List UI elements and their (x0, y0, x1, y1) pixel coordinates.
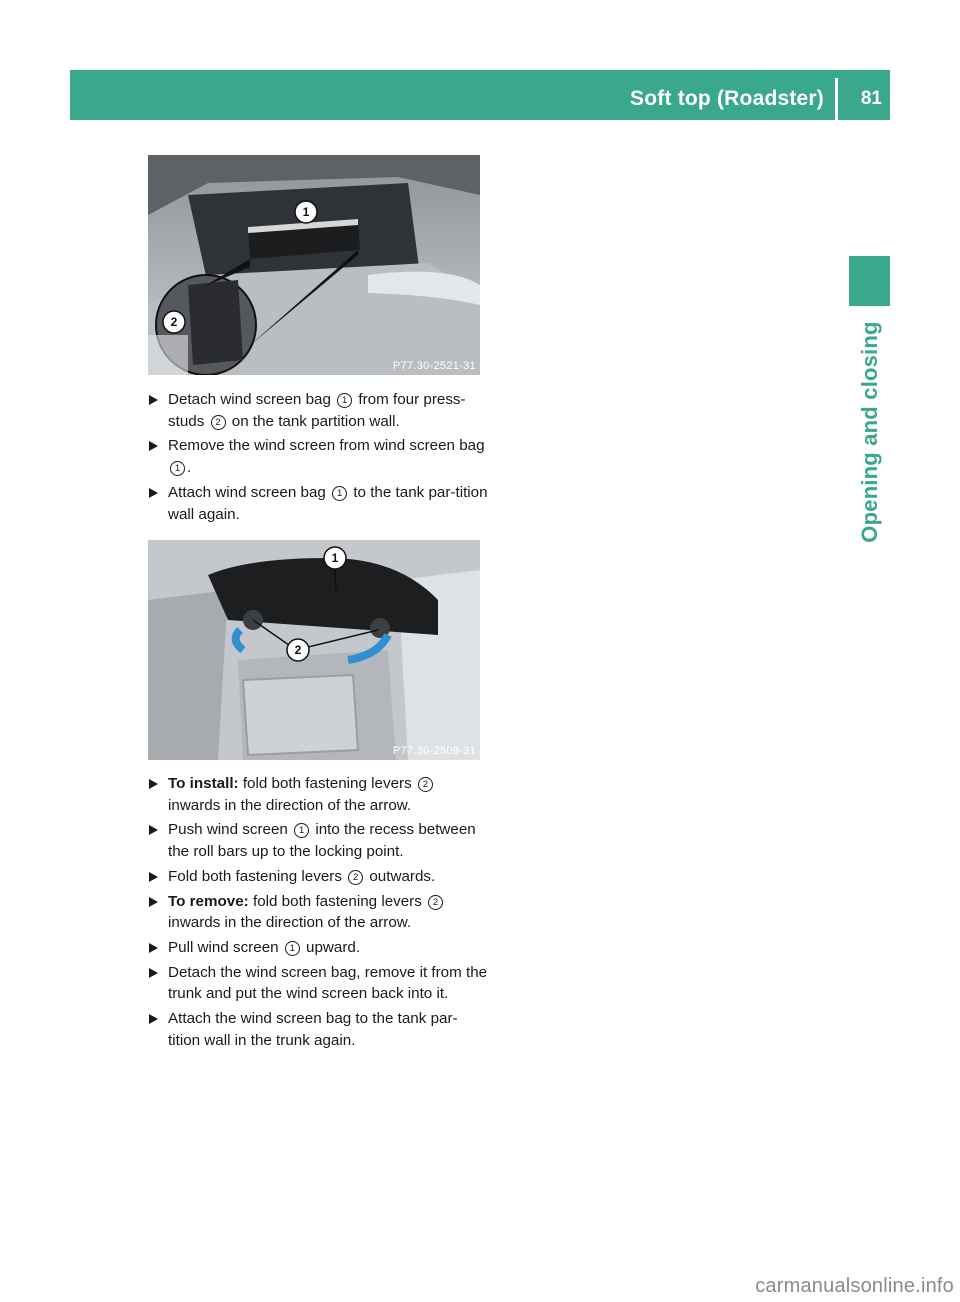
callout-1: 1 (302, 205, 310, 219)
callout-2: 2 (170, 315, 178, 329)
step-label: To install: (168, 775, 239, 792)
figure-windscreen-illustration (148, 540, 480, 760)
step-text: on the tank partition wall. (227, 412, 400, 430)
instruction-step (148, 891, 488, 934)
callout-ref: 1 (285, 941, 300, 956)
callout-ref: 2 (418, 777, 433, 792)
step-text: inwards in the direction of the arrow. (168, 796, 412, 814)
callout-ref: 2 (428, 895, 443, 910)
instruction-step (148, 962, 488, 1005)
instruction-step (148, 937, 488, 959)
callout-ref: 2 (211, 415, 226, 430)
page-header (70, 70, 890, 120)
step-arrow-icon (149, 897, 158, 907)
step-arrow-icon (149, 779, 158, 789)
step-text: to the tank par-tition wall again. (168, 483, 488, 523)
instruction-step (148, 773, 488, 816)
step-text: Push wind screen (168, 821, 293, 839)
figure-trunk-bag (148, 155, 480, 375)
figure-code: P77.30-2521-31 (392, 360, 476, 372)
step-text: inwards in the direction of the arrow. (168, 914, 412, 932)
step-arrow-icon (149, 872, 158, 882)
instruction-step (148, 866, 488, 888)
step-text: Detach the wind screen bag, remove it from the trunk and put the wind screen back into it. (168, 963, 488, 1003)
step-text: from four press-studs (168, 391, 466, 430)
figure-code: P77.30-2509-31 (392, 745, 476, 757)
callout-ref: 2 (348, 870, 363, 885)
step-text: Detach wind screen bag (168, 391, 336, 408)
step-arrow-icon (149, 395, 158, 405)
step-arrow-icon (149, 441, 158, 451)
step-text: Fold both fastening levers (168, 867, 347, 885)
header-divider (835, 78, 838, 120)
callout-ref: 1 (332, 486, 347, 501)
page-number: 81 (860, 88, 882, 109)
step-arrow-icon (149, 488, 158, 498)
step-text: into the recess between the roll bars up to the locking point. (168, 821, 476, 861)
callout-ref: 1 (294, 823, 309, 838)
step-arrow-icon (149, 968, 158, 978)
instruction-step (148, 819, 488, 862)
instruction-step (148, 389, 488, 432)
step-text: outwards. (365, 867, 436, 885)
callout-2: 2 (294, 643, 302, 657)
step-text: fold both fastening levers (238, 775, 416, 792)
chapter-tab (849, 256, 890, 306)
instruction-list-2 (148, 773, 488, 1054)
step-arrow-icon (149, 825, 158, 835)
step-text: Attach the wind screen bag to the tank par-tition wall in the trunk again. (168, 1010, 458, 1049)
step-arrow-icon (149, 1014, 158, 1024)
callout-ref: 1 (170, 461, 185, 476)
callout-1: 1 (331, 551, 339, 565)
instruction-step (148, 482, 488, 525)
watermark: carmanualsonline.info (755, 1275, 954, 1297)
chapter-label (848, 318, 892, 546)
section-title: Soft top (Roadster) (630, 87, 824, 110)
instruction-list-1 (148, 389, 488, 528)
step-text: Attach wind screen bag (168, 483, 331, 501)
chapter-label-text: Opening and closing (857, 321, 882, 543)
step-text: Remove the wind screen from wind screen bag (168, 437, 485, 455)
figure-trunk-illustration (148, 155, 480, 375)
step-label: To remove: (168, 892, 249, 910)
step-text: fold both fastening levers (248, 892, 427, 910)
callout-ref: 1 (337, 393, 352, 408)
instruction-step (148, 1008, 488, 1051)
step-text: upward. (301, 938, 361, 956)
figure-windscreen (148, 540, 480, 760)
step-text: Pull wind screen (168, 938, 283, 956)
step-arrow-icon (149, 943, 158, 953)
instruction-step (148, 435, 488, 478)
step-text: . (187, 459, 192, 477)
